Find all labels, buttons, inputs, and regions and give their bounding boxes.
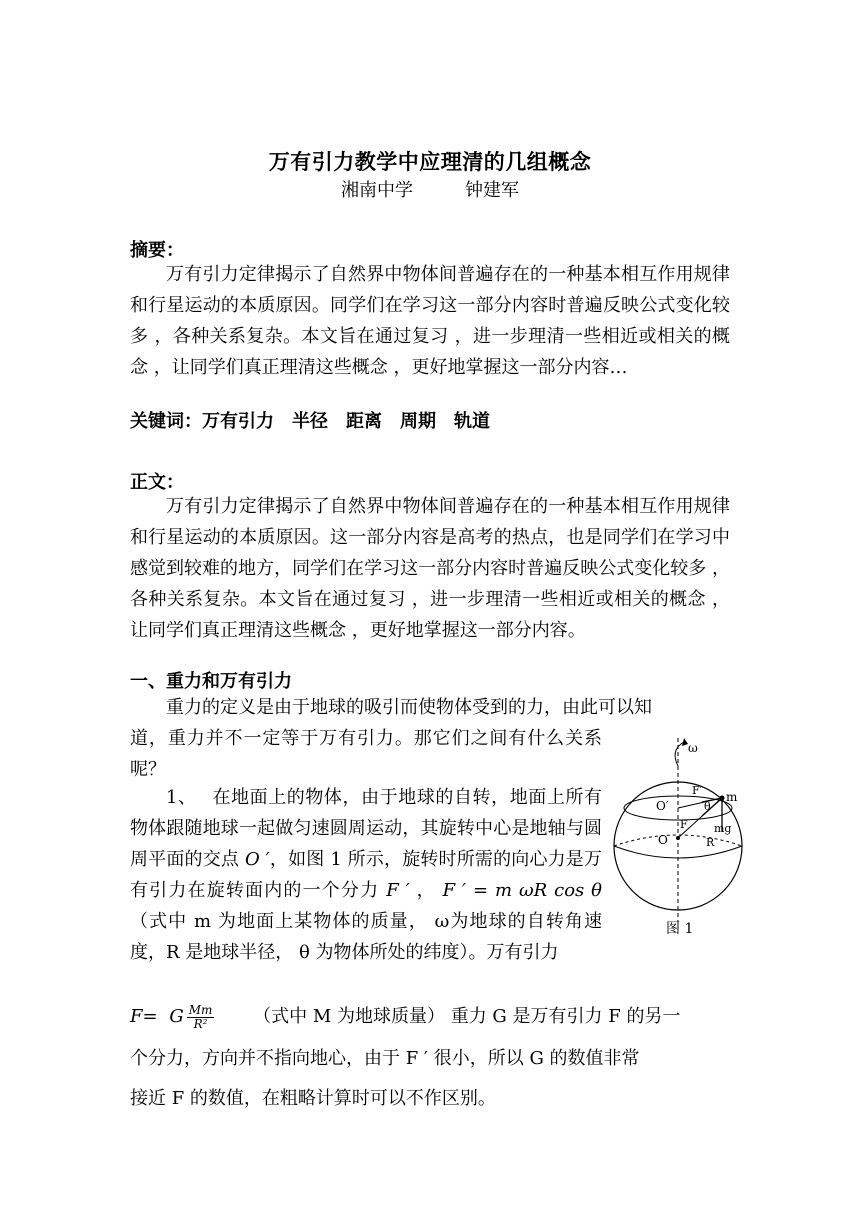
keyword-item: 半径 (292, 411, 328, 432)
keywords-label: 关键词： (130, 411, 202, 432)
keyword-item: 万有引力 (202, 411, 274, 432)
formula-f: F= (130, 1006, 158, 1027)
keyword-item: 距离 (346, 411, 382, 432)
label-mg: mg (714, 822, 732, 835)
formula-fraction (187, 1004, 215, 1031)
para2-lead: 1、 在地面上的物体，由于地球的自转，地面上所有物体跟随地球一起做匀速圆周运动，其旋转中心是地轴与圆周平面的交点 (130, 787, 602, 870)
abstract-text: 万有引力定律揭示了自然界中物体间普遍存在的一种基本相互作用规律和行星运动的本质原因。同学们在学习这一部分内容时普遍反映公式变化较多 ，各种关系复杂。本文旨在通过复习 ，进一步理清一些相近或相关的概念 ，让同学们真正理清这些概念 ，更好地掌握这一部分内容… (130, 264, 730, 378)
body-heading: 正文： (130, 472, 184, 493)
author-name: 钟建军 (465, 180, 519, 201)
section-paragraph-1-rest: 道，重力并不一定等于万有引力。那它们之间有什么关系呢？ (130, 728, 602, 780)
author-school: 湘南中学 (341, 180, 413, 201)
label-r: R (706, 836, 715, 849)
formula-g: G (169, 1006, 184, 1027)
label-theta: θ (704, 800, 711, 813)
section-paragraph-1-line1: 重力的定义是由于地球的吸引而使物体受到的力，由此可以知 (166, 697, 652, 718)
keywords-line (130, 407, 508, 433)
formula-denominator: R² (193, 1016, 208, 1031)
abstract-heading: 摘要： (130, 240, 184, 261)
label-m: m (726, 790, 738, 804)
figure-caption: 图 1 (666, 921, 694, 937)
body-text: 万有引力定律揭示了自然界中物体间普遍存在的一种基本相互作用规律和行星运动的本质原因。这一部分内容是高考的热点，也是同学们在学习中感觉到较难的地方，同学们在学习这一部分内容时普遍反映公式变化较多 ，各种关系复杂。本文旨在通过复习 ，进一步理清一些相近或相关的概念 ，让同学们真正理清这些概念 ，更好地掌握这一部分内容。 (130, 496, 730, 641)
author-line (0, 176, 860, 202)
para2-paren: （式中 m 为地面上某物体的质量， ω为地球的自转角速度，R 是地球半径， θ 为物体所处的纬度）。万有引力 (130, 911, 602, 963)
para2-mid: ，如图 1 所示，旋转时所需的向心力是万有引力在旋转面内的一个分力 (130, 849, 602, 901)
label-o: O (658, 833, 668, 847)
label-o-prime: O′ (656, 799, 669, 813)
label-omega: ω (688, 741, 698, 755)
formula-numerator: Mm (188, 1002, 213, 1017)
keyword-item: 周期 (400, 411, 436, 432)
symbol-o-prime: O ′ (244, 849, 270, 870)
center-point (676, 836, 680, 840)
gravitation-formula-line (130, 1002, 680, 1031)
label-f-prime: F′ (692, 784, 703, 797)
text-line: 个分力，方向并不指向地心，由于 F ′ 很小，所以 G 的数值非常 (130, 1048, 640, 1069)
text-line: 接近 F 的数值，在粗略计算时可以不作区别。 (130, 1088, 496, 1109)
symbol-f-prime: F ′ (386, 880, 410, 901)
centripetal-formula: F ′ = m ωR cos θ (442, 880, 603, 901)
label-f: F (680, 818, 688, 831)
para2-comma: ， (416, 880, 436, 901)
keyword-item: 轨道 (454, 411, 490, 432)
formula-tail: （式中 M 为地球质量） 重力 G 是万有引力 F 的另一 (253, 1006, 681, 1027)
mass-point (720, 796, 725, 801)
section-heading: 一、重力和万有引力 (130, 671, 292, 692)
page-title: 万有引力教学中应理清的几组概念 (268, 150, 592, 174)
section-paragraph-2 (130, 782, 602, 968)
earth-rotation-figure (610, 728, 750, 948)
